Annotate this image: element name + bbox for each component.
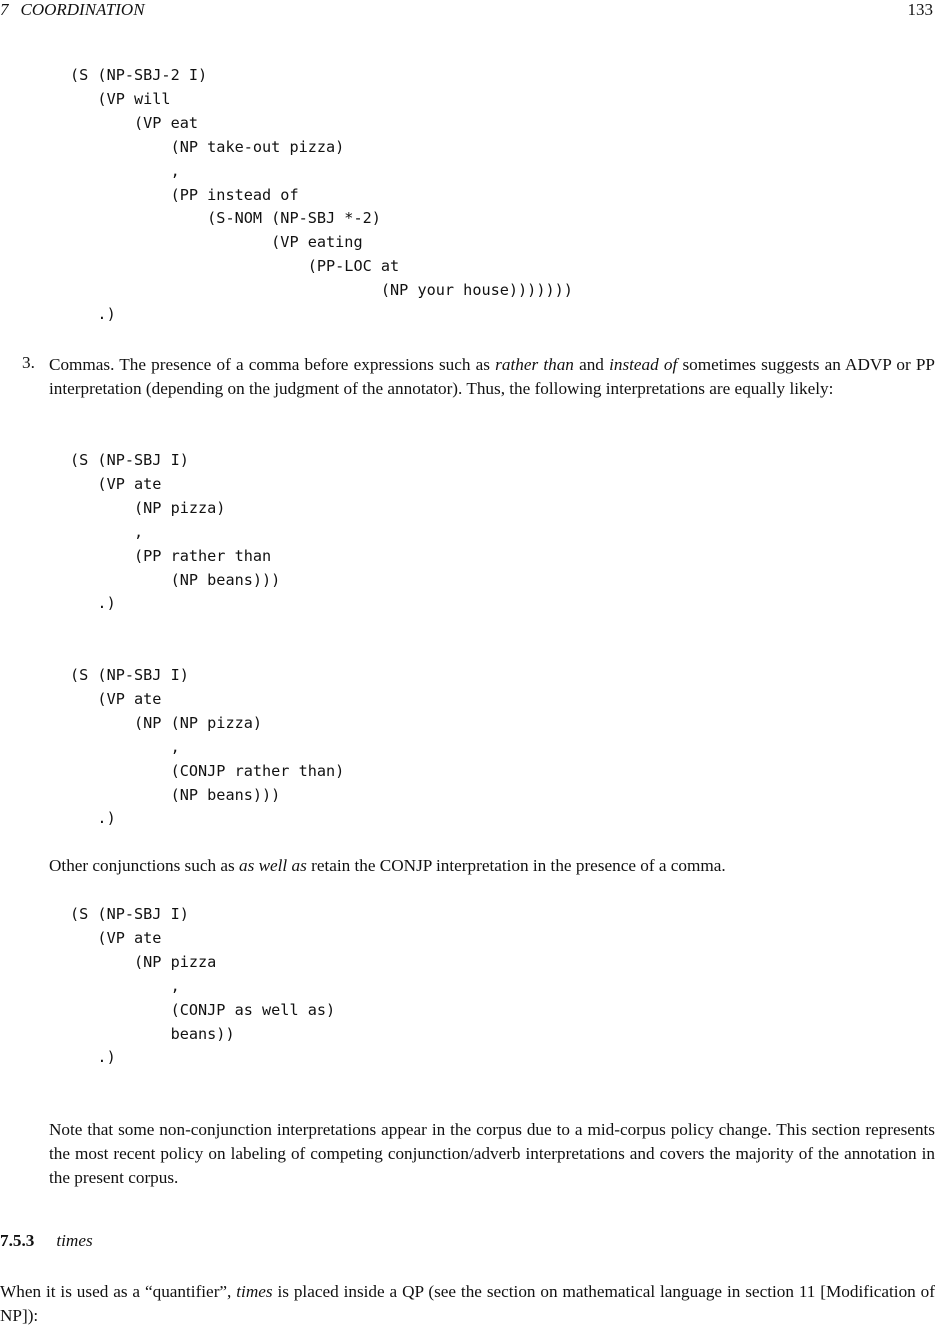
note-paragraph: Note that some non-conjunction interpretations appear in the corpus due to a mid-corpus policy change. This section represents the most recent policy on labeling of competing conjunction/adverb interpretations and covers the majority of the annotation in the present corpus. — [49, 1120, 935, 1187]
commas-em-rather-than: rather than — [495, 355, 574, 374]
other-conj-text-1: Other conjunctions such as — [49, 856, 239, 875]
commas-em-instead-of: instead of — [609, 355, 678, 374]
times-text-1: When it is used as a “quantifier”, — [0, 1282, 237, 1301]
other-conjunctions-paragraph — [49, 854, 935, 878]
times-paragraph — [0, 1280, 935, 1328]
other-conj-em-as-well-as: as well as — [238, 856, 307, 875]
section-heading — [0, 1231, 93, 1251]
times-text-2: is placed inside a QP (see the section on mathematical language in section 11 [Modification of NP]): — [0, 1282, 935, 1325]
other-conj-text-2: retain the CONJP interpretation in the presence of a comma. — [306, 856, 726, 875]
section-number: 7.5.3 — [0, 1231, 35, 1250]
commas-text-1: Commas. The presence of a comma before expressions such as — [49, 355, 496, 374]
commas-text-3: sometimes suggests an ADVP or PP interpretation (depending on the judgment of the annotator). Thus, the following interpretations are equally likely: — [49, 355, 935, 398]
running-head — [0, 0, 145, 20]
example-bracketing-instead-of: (S (NP-SBJ-2 I) (VP will (VP eat (NP take-out pizza) , (PP instead of (S-NOM (NP-SBJ *-2) (VP eating (PP-LOC at (NP your house))))))) .) — [70, 66, 573, 324]
page-number: 133 — [907, 0, 933, 19]
commas-paragraph — [49, 353, 935, 401]
page-header — [0, 0, 935, 22]
chapter-number: 7 — [0, 0, 9, 19]
example-bracketing-pp-rather-than: (S (NP-SBJ I) (VP ate (NP pizza) , (PP rather than (NP beans))) .) — [70, 451, 281, 613]
section-title: times — [56, 1231, 93, 1250]
example-bracketing-conjp-rather-than: (S (NP-SBJ I) (VP ate (NP (NP pizza) , (CONJP rather than) (NP beans))) .) — [70, 666, 345, 828]
list-item-number: 3. — [22, 353, 35, 372]
times-em: times — [236, 1282, 273, 1301]
example-bracketing-as-well-as: (S (NP-SBJ I) (VP ate (NP pizza , (CONJP as well as) beans)) .) — [70, 905, 336, 1067]
chapter-title: COORDINATION — [20, 0, 145, 19]
commas-text-2: and — [573, 355, 610, 374]
